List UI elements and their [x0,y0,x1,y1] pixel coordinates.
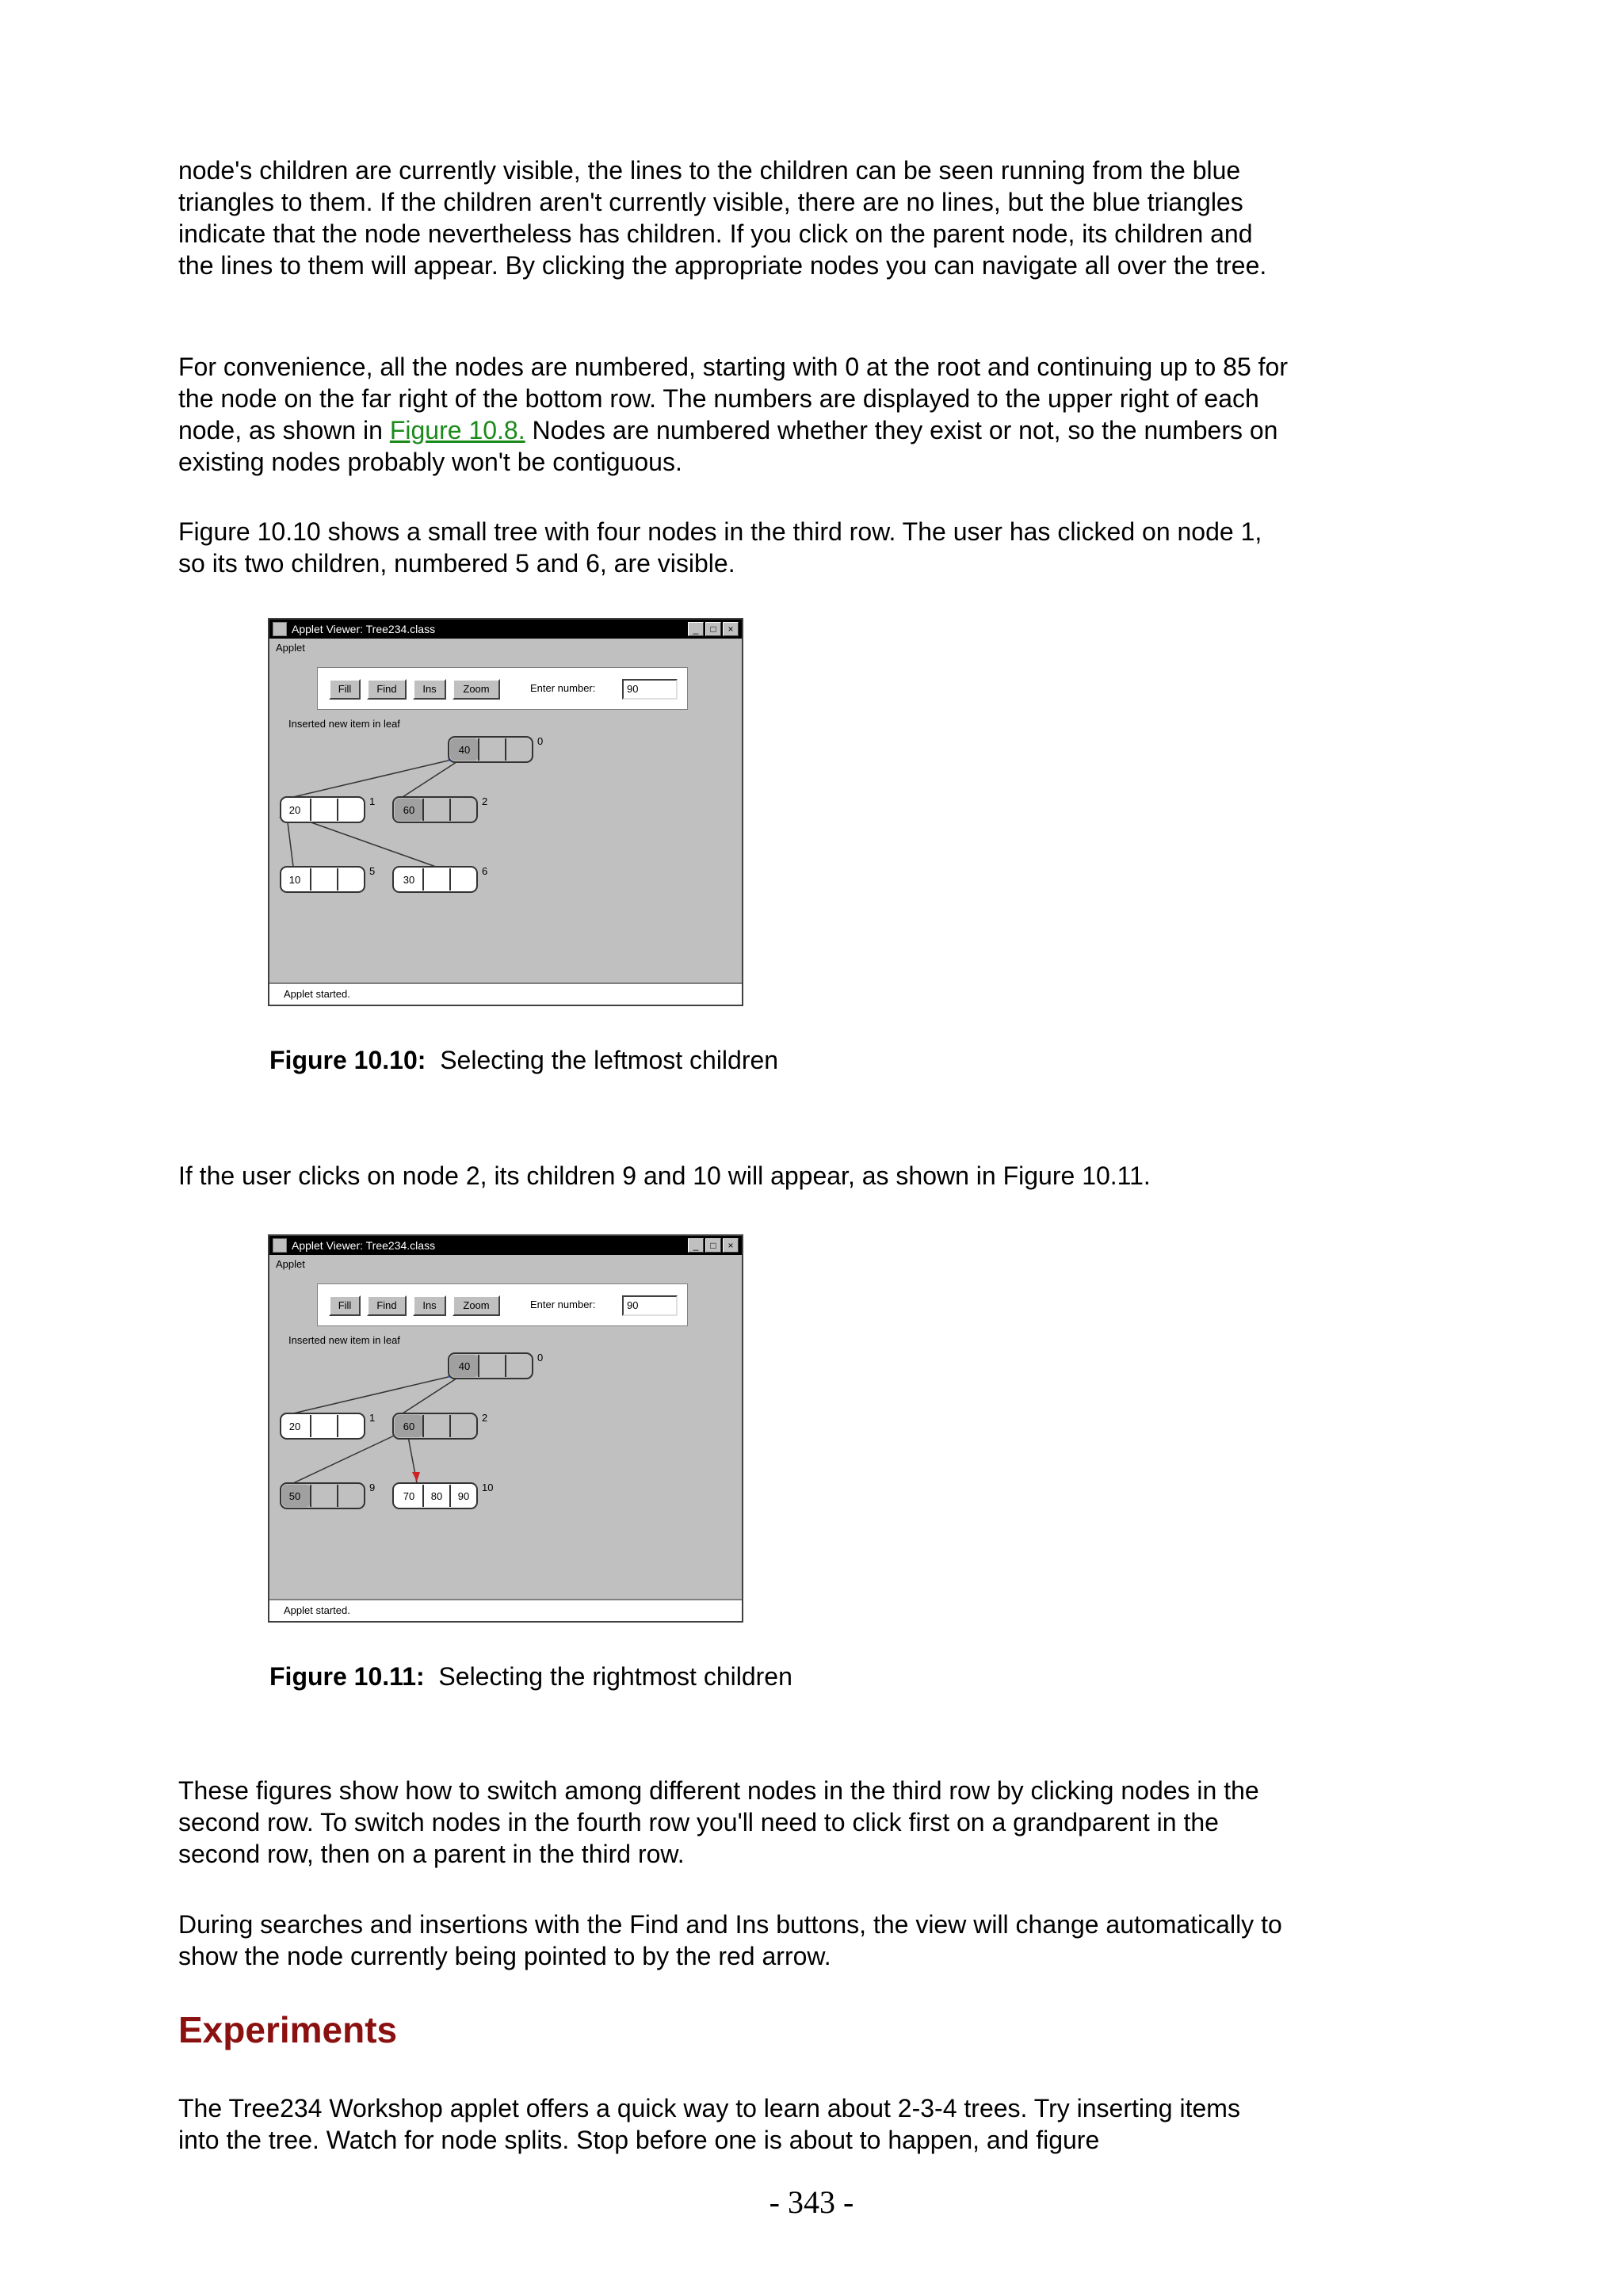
paragraph-7: The Tree234 Workshop applet offers a quick way to learn about 2-3-4 trees. Try inserting items into the tree. Watch for node splits. Stop before one is about to happen, and figure [178,2094,1240,2154]
tree-node[interactable] [393,795,487,822]
find-button[interactable]: Find [367,679,407,700]
node-number: 9 [369,1482,376,1493]
node-item: 20 [288,1421,301,1432]
enter-number-label: Enter number: [530,1299,596,1310]
figure-10-11-caption [269,1661,792,1692]
figure-10-8-link[interactable]: Figure 10.8. [389,416,525,444]
applet-window-fig-10-11 [268,1234,743,1623]
paragraph-4: If the user clicks on node 2, its children 9 and 10 will appear, as shown in Figure 10.11. [178,1161,1151,1190]
node-number: 0 [537,1352,544,1363]
applet-title: Applet Viewer: Tree234.class [292,1239,436,1252]
tree-diagram [269,620,742,984]
node-item: 60 [403,804,415,816]
applet-message: Inserted new item in leaf [288,1334,400,1346]
node-item: 50 [288,1490,301,1502]
figure-label: Figure 10.10: [269,1046,426,1074]
node-number: 2 [482,1412,488,1424]
enter-number-input[interactable]: 90 [622,1295,678,1316]
paragraph-2-text-b: Nodes are numbered whether they exist or not, so the numbers on existing nodes probably won't be contiguous. [178,416,1278,476]
figure-10-10-caption [269,1044,778,1076]
node-item: 20 [288,804,301,816]
enter-number-label: Enter number: [530,682,596,694]
node-item: 90 [457,1490,470,1502]
tree-diagram [269,1236,742,1600]
applet-status-bar: Applet started. [269,982,742,1005]
close-icon[interactable]: × [723,622,739,636]
find-button[interactable]: Find [367,1295,407,1316]
zoom-button[interactable]: Zoom [453,1295,500,1316]
tree-node[interactable] [393,1412,487,1439]
figure-caption-text: Selecting the leftmost children [440,1046,779,1074]
ins-button[interactable]: Ins [413,679,446,700]
node-item: 80 [430,1490,443,1502]
tree-node[interactable] [449,735,543,762]
paragraph-6: During searches and insertions with the Find and Ins buttons, the view will change automatically to show the node currently being pointed to by the red arrow. [178,1910,1282,1970]
zoom-button[interactable]: Zoom [453,679,500,700]
figure-label: Figure 10.11: [269,1662,425,1691]
applet-title: Applet Viewer: Tree234.class [292,623,436,635]
node-number: 1 [369,1412,376,1424]
figure-caption-text: Selecting the rightmost children [438,1662,792,1691]
paragraph-3: Figure 10.10 shows a small tree with four nodes in the third row. The user has clicked on node 1, so its two children, numbered 5 and 6, are visible. [178,517,1262,578]
paragraph-1: node's children are currently visible, the lines to the children can be seen running from the blue triangles to them. If the children aren't currently visible, there are no lines, but the blue triangles indicate that the node nevertheless has children. If you click on the parent node, its children and the lines to them will appear. By clicking the appropriate nodes you can navigate all over the tree. [178,156,1267,280]
applet-menu[interactable]: Applet [276,1258,305,1270]
tree-node[interactable] [393,865,487,892]
node-number: 2 [482,795,488,807]
paragraph-2 [178,351,1288,478]
page-number: - 343 - [769,2184,854,2220]
ins-button[interactable]: Ins [413,1295,446,1316]
minimize-icon[interactable]: _ [688,1238,704,1253]
tree-node[interactable] [393,1482,493,1508]
applet-message: Inserted new item in leaf [288,718,400,730]
section-heading-experiments: Experiments [178,2009,398,2050]
tree-node[interactable] [281,865,375,892]
node-item: 40 [458,744,471,756]
enter-number-input[interactable]: 90 [622,679,678,700]
node-number: 0 [537,735,544,747]
maximize-icon[interactable]: □ [705,622,721,636]
minimize-icon[interactable]: _ [688,622,704,636]
paragraph-2-text-a: For convenience, all the nodes are numbered, starting with 0 at the root and continuing up to 85 for the node on the far right of the bottom row. The numbers are displayed to the upper right of each node, as shown in [178,353,1288,444]
node-number: 10 [482,1482,494,1493]
maximize-icon[interactable]: □ [705,1238,721,1253]
tree-node[interactable] [281,1412,375,1439]
applet-menu[interactable]: Applet [276,642,305,654]
node-number: 6 [482,865,488,877]
fill-button[interactable]: Fill [329,1295,361,1316]
tree-node[interactable] [449,1352,543,1379]
close-icon[interactable]: × [723,1238,739,1253]
fill-button[interactable]: Fill [329,679,361,700]
node-item: 70 [403,1490,415,1502]
paragraph-5: These figures show how to switch among different nodes in the third row by clicking nodes in the second row. To switch nodes in the fourth row you'll need to click first on a grandparent in the second row, then on a parent in the third row. [178,1776,1259,1868]
node-item: 30 [403,874,415,886]
tree-node[interactable] [281,795,375,822]
node-number: 1 [369,795,376,807]
node-item: 40 [458,1360,471,1372]
tree-node[interactable] [281,1482,375,1508]
node-number: 5 [369,865,376,877]
applet-window-fig-10-10 [268,618,743,1006]
node-item: 60 [403,1421,415,1432]
applet-status-bar: Applet started. [269,1599,742,1621]
node-item: 10 [288,874,301,886]
